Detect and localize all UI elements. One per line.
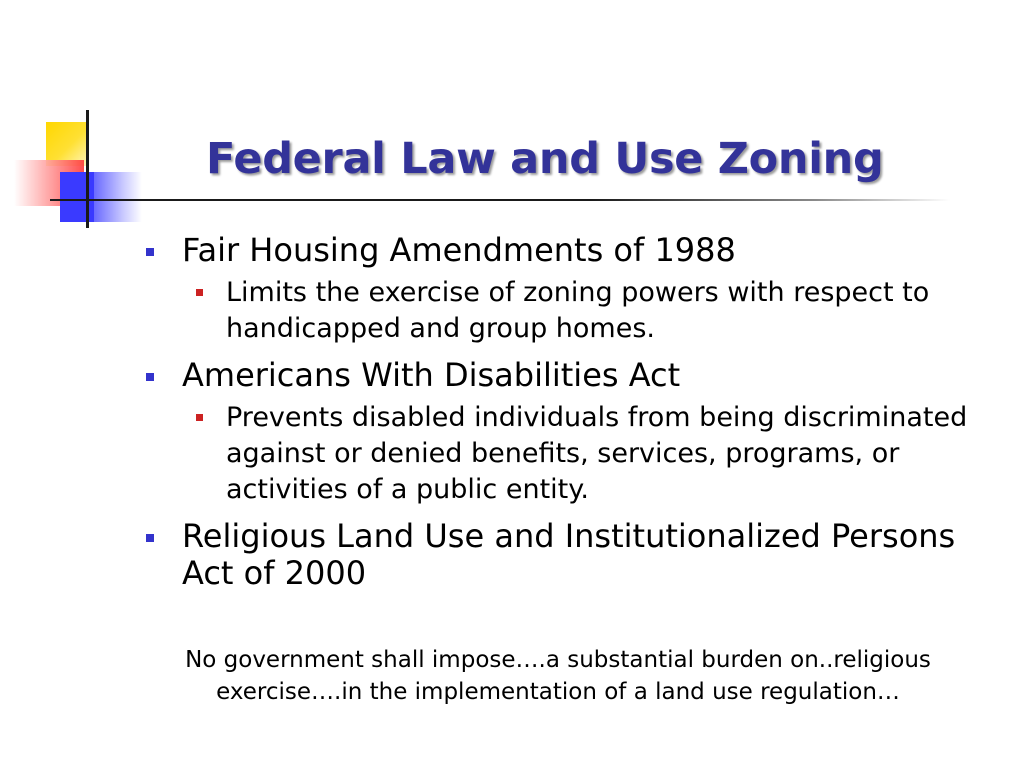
square-bullet-icon bbox=[146, 248, 154, 256]
logo-blue-fade bbox=[94, 172, 142, 222]
logo-blue-square bbox=[60, 172, 96, 222]
slide-body bbox=[142, 232, 1002, 598]
title-underline bbox=[50, 199, 950, 201]
sub-bullet-text: Prevents disabled individuals from being discriminated against or denied benefits, services, programs, or activities of a public entity. bbox=[226, 402, 968, 505]
bullet-text: Fair Housing Amendments of 1988 bbox=[182, 231, 736, 269]
sub-bullet-text: Limits the exercise of zoning powers with respect to handicapped and group homes. bbox=[226, 277, 930, 344]
square-bullet-icon bbox=[146, 373, 154, 381]
quote-text: No government shall impose….a substantial burden on..religious exercise….in the implementation of a land use regulation… bbox=[185, 647, 931, 705]
bullet-text: Americans With Disabilities Act bbox=[182, 356, 681, 394]
bullet-item-ada bbox=[142, 357, 1002, 394]
square-bullet-icon bbox=[196, 414, 203, 421]
sub-bullet-item bbox=[226, 275, 1002, 347]
bullet-text: Religious Land Use and Institutionalized Persons Act of 2000 bbox=[182, 517, 956, 592]
square-bullet-icon bbox=[196, 289, 203, 296]
bullet-item-fair-housing bbox=[142, 232, 1002, 269]
slide-title: Federal Law and Use Zoning bbox=[206, 134, 884, 184]
logo-vertical-line bbox=[86, 110, 89, 228]
sub-bullet-item bbox=[226, 400, 1002, 508]
bullet-item-rluipa bbox=[142, 518, 1002, 592]
square-bullet-icon bbox=[146, 534, 154, 542]
